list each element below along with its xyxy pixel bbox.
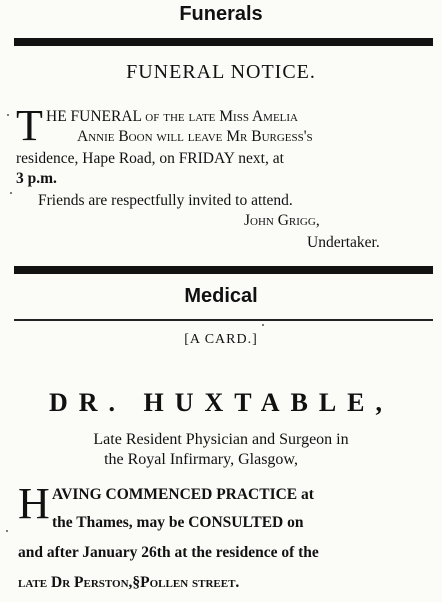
medical-line-3: and after January 26th at the residence of the xyxy=(18,544,319,561)
funeral-line-4: 3 p.m. xyxy=(16,170,57,187)
print-speck xyxy=(10,192,12,194)
medical-heading: Medical xyxy=(184,285,258,307)
print-speck xyxy=(6,530,8,532)
medical-line-1: AVING COMMENCED PRACTICE at xyxy=(52,486,314,503)
medical-line-4: late Dr Perston,§Pollen street. xyxy=(18,574,240,591)
funeral-line-3: residence, Hape Road, on FRIDAY next, at xyxy=(16,150,284,167)
doctor-name: DR. HUXTABLE, xyxy=(48,388,394,417)
medical-line-2: the Thames, may be CONSULTED on xyxy=(52,514,304,531)
doctor-subtitle-1: Late Resident Physician and Surgeon in xyxy=(93,431,349,448)
funeral-line-5: Friends are respectfully invited to attend. xyxy=(38,192,293,209)
card-label: [A CARD.] xyxy=(184,332,258,347)
undertaker-title: Undertaker. xyxy=(307,234,380,251)
medical-dropcap: H xyxy=(18,479,50,528)
funeral-line-1: HE FUNERAL of the late Miss Amelia xyxy=(46,108,298,125)
funeral-notice-title: FUNERAL NOTICE. xyxy=(126,61,316,83)
print-speck xyxy=(7,114,9,116)
doctor-subtitle-2: the Royal Infirmary, Glasgow, xyxy=(104,451,298,468)
print-speck xyxy=(262,324,264,326)
undertaker-name: John Grigg, xyxy=(244,212,320,229)
funeral-line-2: Annie Boon will leave Mr Burgess's xyxy=(77,128,313,145)
section-divider xyxy=(14,38,433,46)
medical-underline xyxy=(14,319,433,321)
section-divider-2 xyxy=(14,266,433,274)
funerals-heading: Funerals xyxy=(179,3,263,25)
funeral-dropcap: T xyxy=(16,101,43,150)
